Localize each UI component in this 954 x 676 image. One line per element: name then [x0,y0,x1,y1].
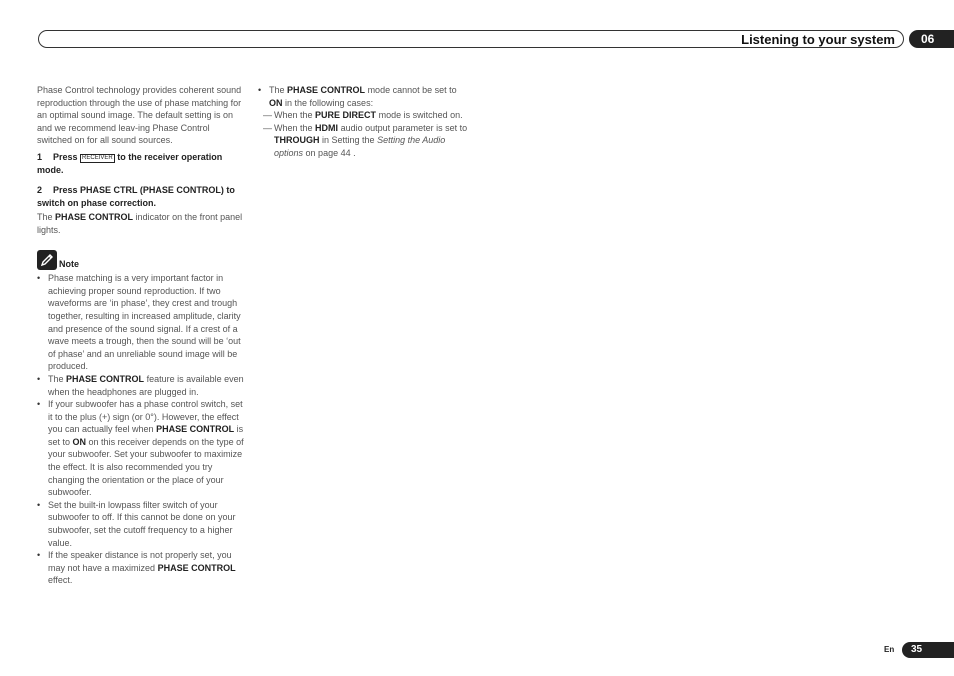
condition-list [258,84,468,109]
step-press: Press [53,151,78,162]
text: mode is switched on. [378,110,463,121]
case-pure-direct [258,109,468,122]
note-list [37,272,247,587]
step-number: 1 [37,151,43,162]
text: If the speaker distance is not properly set, you may not have a maximized [48,550,232,573]
text: on this receiver depends on the type of your subwoofer. Set your subwoofer to maximize the effect. It is also recommended you try changing the orientation or the place of your subwoofer. [48,436,244,498]
setting-name: HDMI [315,122,339,133]
list-item [258,84,468,109]
right-column [258,84,468,160]
dash: — [263,122,272,133]
step-number: 2 [37,184,43,195]
note-label: Note [59,259,79,270]
text: The [269,85,285,95]
text: When the [274,122,313,133]
list-item: • Phase matching is a very important factor in achieving proper sound reproduction. If two waveforms are ‘in phase’, they crest and trough together, resulting in increased amplitude, clarity and presence of the sound signal. If a crest of a wave meets a trough, then the sound will be ‘out of phase’ and an unreliable sound image will be produced. [37,272,247,373]
list-item [37,398,247,499]
text: indicator on the front panel lights. [37,211,243,235]
note-pencil-icon [37,250,57,270]
step-text: Press PHASE CTRL (PHASE CONTROL) to switch on phase correction. [37,184,235,209]
text: on page 44 . [305,147,356,158]
setting-name: PURE DIRECT [315,110,377,121]
list-item: • Set the built-in lowpass filter switch of your subwoofer to off. If this cannot be done on your subwoofer, set the cutoff frequency to a higher value. [37,499,247,549]
text: mode cannot be set to [367,85,457,95]
case-hdmi-through [258,122,468,160]
step-2 [37,184,247,211]
setting-name: PHASE CONTROL [66,373,145,384]
text: audio output parameter is set to [340,122,468,133]
text: in the following cases: [285,97,374,108]
setting-name: PHASE CONTROL [156,424,235,435]
text: If your subwoofer has a phase control switch, set it to the plus (+) sign (or 0°). However, the effect you can actually feel when [48,399,243,435]
list-item [37,373,247,398]
text: in Setting the [322,135,375,146]
chapter-number: 06 [909,30,954,48]
setting-name: PHASE CONTROL [55,211,134,222]
receiver-key-icon: RECEIVER [82,154,113,161]
text: When the [274,110,313,121]
intro-paragraph: Phase Control technology provides coherent sound reproduction through the use of phase matching for an optimal sound image. The default setting is on and we recommend leav-ing Phase Control switched on for all sound sources. [37,85,242,146]
note-heading [37,250,247,270]
language-label: En [884,645,895,654]
setting-value: ON [72,436,87,447]
text: effect. [48,575,73,586]
step-1 [37,151,247,178]
list-item [37,549,247,587]
page-number: 35 [902,642,954,658]
section-title: Listening to your system [741,32,895,47]
cross-reference-link[interactable]: Setting the Audio options [274,135,446,158]
text: The [37,211,53,222]
dash: — [263,110,272,121]
text: feature is available even when the headphones are plugged in. [48,373,244,397]
setting-name: PHASE CONTROL [287,85,366,95]
text: The [48,373,64,384]
setting-name: PHASE CONTROL [157,562,236,573]
setting-value: ON [269,97,283,108]
step-text: to the receiver operation mode. [37,151,223,176]
setting-value: THROUGH [274,135,320,146]
left-column [37,84,247,587]
text: is set to [48,424,244,447]
step-2-detail [37,211,247,236]
